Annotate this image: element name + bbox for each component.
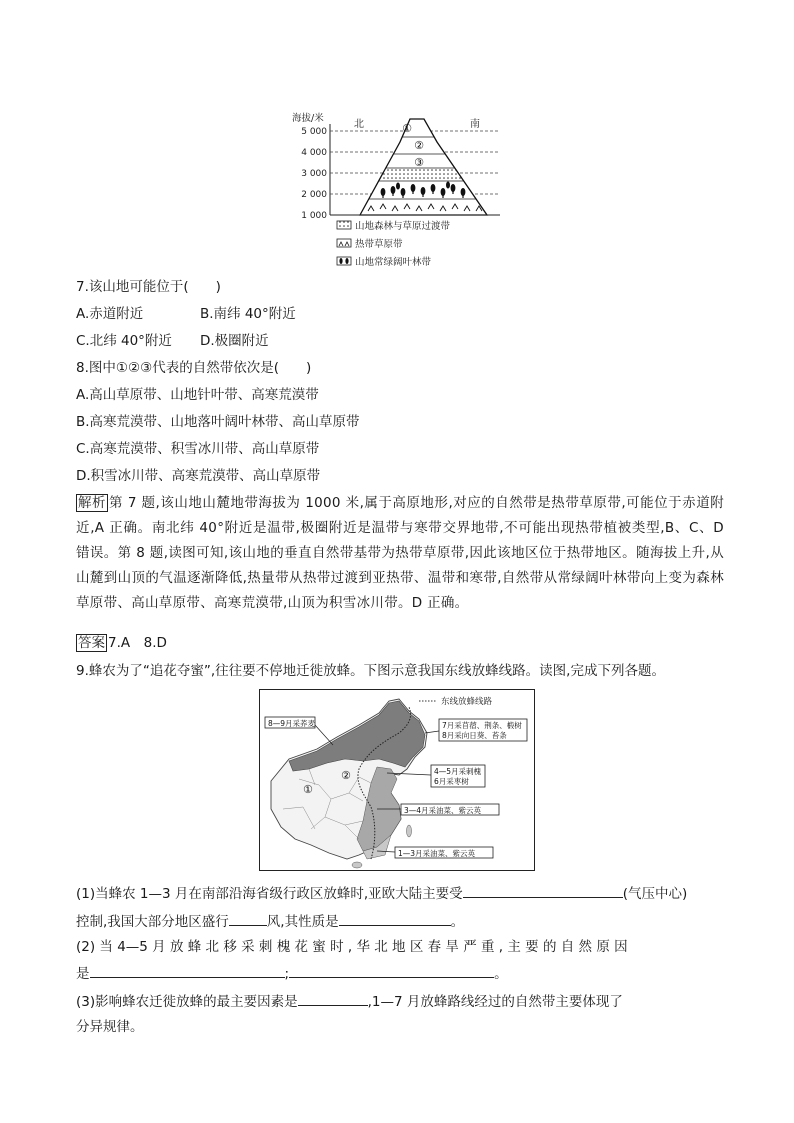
q9-sub2-text-c: ; [284,966,290,982]
q9-sub1-blank-1[interactable] [463,883,623,898]
legend-label: 山地常绿阔叶林带 [355,257,432,268]
y-tick: 2 000 [301,190,327,200]
south-label: 南 [470,119,480,130]
q8-stem: 8.图中①②③代表的自然带依次是( ) [76,360,312,376]
map-label: 8—9月采荞麦 [268,719,316,728]
q9-sub2-line1: (2) 当 4—5 月 放 蜂 北 移 采 刺 槐 花 蜜 时 , 华 北 地 区 春 旱 严 重 , 主 要 的 自 然 原 因 [76,939,628,955]
q7-option-a: A.赤道附近 [76,306,144,322]
answer-text: 7.A 8.D [108,635,167,651]
q9-sub3-line2: 分异规律。 [76,1019,144,1035]
mountain-zone-figure [290,108,505,270]
q9-sub3-text-a: (3)影响蜂农迁徙放蜂的最主要因素是 [76,994,298,1010]
q7-stem: 7.该山地可能位于( ) [76,279,221,295]
answer-tag: 答案 [78,635,105,651]
map-label: 6月采枣树 [434,777,469,786]
q9-sub1-blank-2[interactable] [229,911,267,926]
answer-line [76,633,167,653]
zone-marker-2: ② [414,139,424,152]
y-tick: 5 000 [301,127,327,137]
y-tick: 1 000 [301,211,327,221]
legend-label: 热带草原带 [355,239,403,250]
q9-sub1-text-e: 。 [450,914,465,930]
zone-marker-3: ③ [414,156,424,169]
q9-sub1-text-d: 风,其性质是 [266,914,339,930]
q9-sub1-text-c: 控制,我国大部分地区盛行 [76,914,229,930]
map-label: 7月采苜蓿、荆条、椴树 [442,721,522,730]
q9-sub1-text-a: (1)当蜂农 1—3 月在南部沿海省级行政区放蜂时,亚欧大陆主要受 [76,886,463,902]
q9-sub3-blank-1[interactable] [298,991,368,1006]
q8-option-c: C.高寒荒漠带、积雪冰川带、高山草原带 [76,441,320,457]
q9-stem: 9.蜂农为了“追花夺蜜”,往往要不停地迁徙放蜂。下图示意我国东线放蜂线路。读图,完成下列各题。 [76,663,665,679]
y-tick: 4 000 [301,148,327,158]
zone-marker-1: ① [402,122,412,135]
map-label: 4—5月采刺槐 [434,767,482,776]
q9-sub3-text-b: ,1—7 月放蜂路线经过的自然带主要体现了 [367,994,623,1010]
y-axis-title: 海拔/米 [292,113,324,124]
q8-option-b: B.高寒荒漠带、山地落叶阔叶林带、高山草原带 [76,414,360,430]
north-label: 北 [354,119,364,130]
bee-route-map [259,689,535,871]
q9-sub1-blank-3[interactable] [339,911,451,926]
analysis-tag: 解析 [78,495,107,511]
q7-option-c: C.北纬 40°附近 [76,333,172,349]
map-label: 8月采向日葵、苔条 [442,731,507,740]
y-tick: 3 000 [301,169,327,179]
q9-sub1-line1 [76,883,687,904]
map-label: 3—4月采油菜、紫云英 [404,806,482,815]
legend-label: 山地森林与草原过渡带 [355,221,451,232]
q9-sub2-blank-1[interactable] [90,963,285,978]
map-marker-2: ② [341,769,351,782]
q8-option-a: A.高山草原带、山地针叶带、高寒荒漠带 [76,387,319,403]
q9-sub3-line1 [76,991,623,1012]
q9-sub2-blank-2[interactable] [289,963,494,978]
map-legend-label: 东线放蜂线路 [441,697,493,707]
q9-sub2-line2 [76,963,508,984]
map-marker-1: ① [303,783,313,796]
analysis-text: 第 7 题,该山地山麓地带海拔为 1000 米,属于高原地形,对应的自然带是热带草原带,可能位于赤道附近,A 正确。南北纬 40°附近是温带,极圈附近是温带与寒带交界地带,不可能出现热带植被类型,B、C、D 错误。第 8 题,读图可知,该山地的垂直自然带基带为热带草原带,因此该地区位于热带地区。随海拔上升,从山麓到山顶的气温逐渐降低,热量带从热带过渡到亚热带、温带和寒带,自然带从常绿阔叶林带向上变为森林草原带、高山草原带、高寒荒漠带,山顶为积雪冰川带。D 正确。 [76,495,724,611]
q8-option-d: D.积雪冰川带、高寒荒漠带、高山草原带 [76,468,321,484]
q9-sub2-text-b: 是 [76,966,90,982]
q7-option-d: D.极圈附近 [200,333,269,349]
q9-sub1-line2 [76,911,464,932]
q7-option-b: B.南纬 40°附近 [200,306,296,322]
map-label: 1—3月采油菜、紫云英 [398,849,476,858]
q9-sub1-text-b: (气压中心) [622,886,688,902]
q9-sub2-text-d: 。 [494,966,508,982]
analysis-paragraph [76,491,724,616]
